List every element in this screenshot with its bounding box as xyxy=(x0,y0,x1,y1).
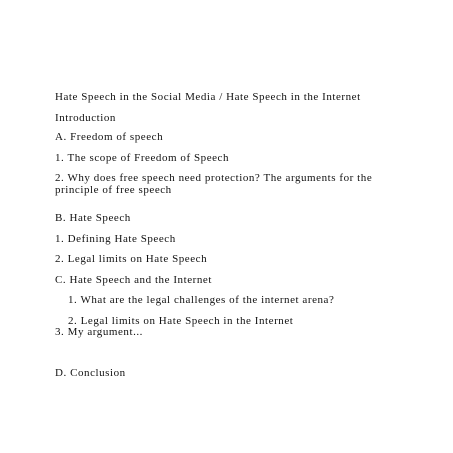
section-a-item-2: 2. Why does free speech need protection? The arguments for the principle of free speech xyxy=(55,172,373,196)
section-c-item-2: 2. Legal limits on Hate Speech in the Internet xyxy=(68,315,294,327)
section-c-heading: C. Hate Speech and the Internet xyxy=(55,274,212,286)
section-a-heading: A. Freedom of speech xyxy=(55,131,164,143)
section-b-heading: B. Hate Speech xyxy=(55,212,131,224)
section-a-item-1: 1. The scope of Freedom of Speech xyxy=(55,152,230,164)
section-b-item-2: 2. Legal limits on Hate Speech xyxy=(55,253,208,265)
introduction-heading: Introduction xyxy=(55,112,116,124)
section-c-item-3: 3. My argument... xyxy=(55,326,143,338)
section-b-item-1: 1. Defining Hate Speech xyxy=(55,233,176,245)
document-title: Hate Speech in the Social Media / Hate Speech in the Internet xyxy=(55,91,361,103)
section-d-heading: D. Conclusion xyxy=(55,367,126,379)
section-c-item-1: 1. What are the legal challenges of the internet arena? xyxy=(68,294,335,306)
